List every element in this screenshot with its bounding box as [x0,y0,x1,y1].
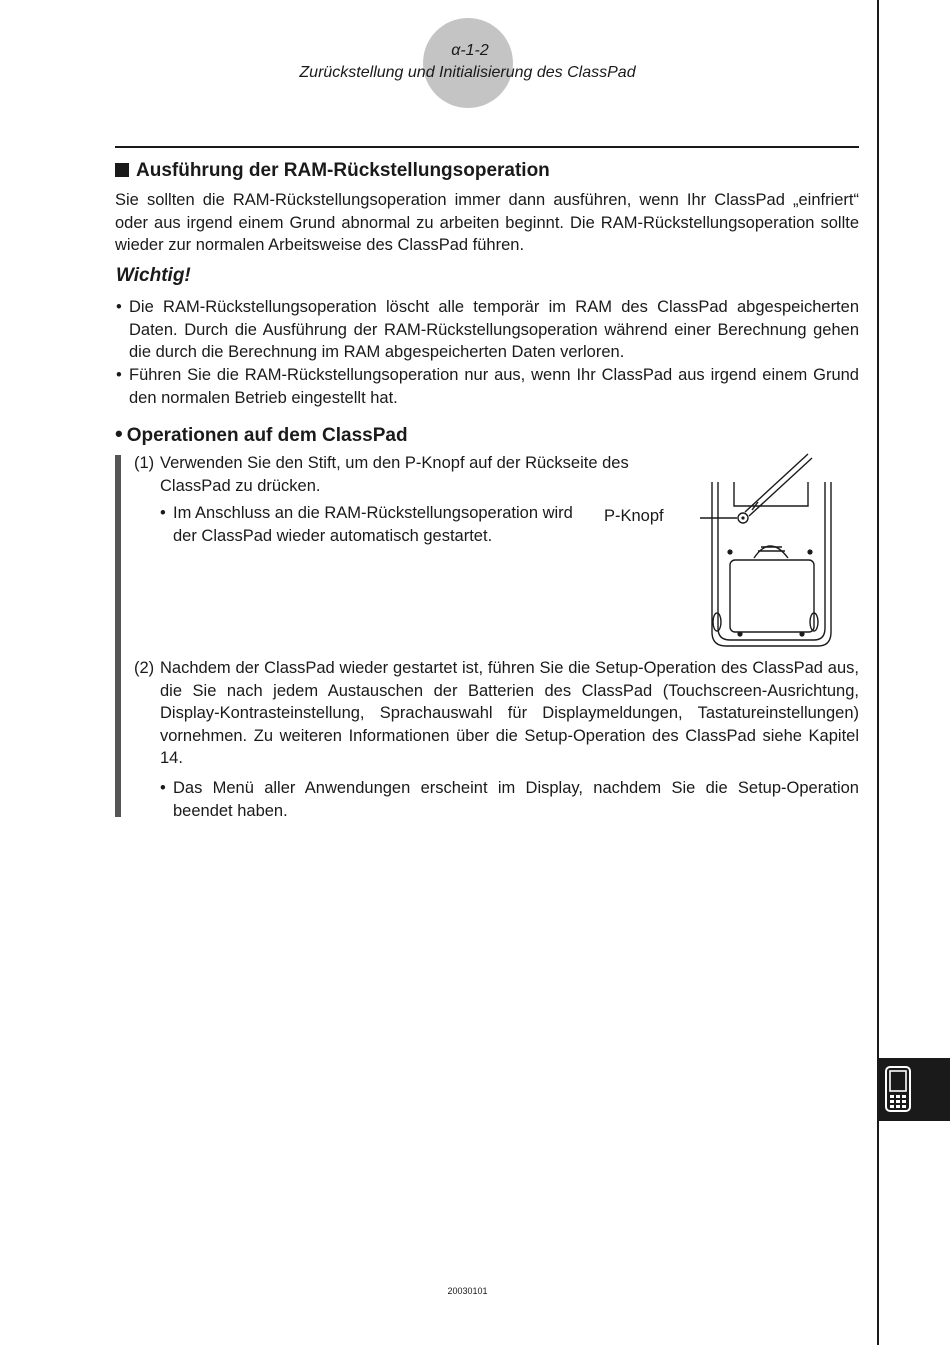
step-2-note: • Das Menü aller Anwendungen erscheint im Display, nachdem Sie die Setup-Operation beendet haben. [160,779,859,820]
operations-heading: • Operationen auf dem ClassPad [115,421,408,446]
header-circle [423,18,513,108]
step-1: (1) Verwenden Sie den Stift, um den P-Knopf auf der Rückseite des ClassPad zu drücken. [134,454,629,495]
step-2: (2) Nachdem der ClassPad wieder gestartet ist, führen Sie die Setup-Operation des ClassPad aus, die Sie nach jedem Austauschen der Batterien des ClassPad (Touchscreen-Ausrichtung, Display-Kontrasteinstellung, Sprachauswahl für Displaymeldungen, Tastatureinstellungen) vornehmen. Zu weiteren Informationen über die Setup-Operation des ClassPad siehe Kapitel 14. [134,659,859,767]
square-bullet-icon [115,163,129,177]
page-number: α-1-2 [451,42,489,59]
classpad-calculator-icon [885,1066,911,1112]
important-title: Wichtig! [116,265,191,286]
section-heading: Ausführung der RAM-Rückstellungsoperation [115,160,550,182]
page-edge-rule [877,0,879,1345]
section-intro: Sie sollten die RAM-Rückstellungsoperation immer dann ausführen, wenn Ihr ClassPad „einfriert“ oder aus irgend einem Grund abnormal zu arbeiten beginnt. Die RAM-Rückstellungsoperation sollte wieder zur normalen Arbeitsweise des ClassPad führen. [115,191,859,254]
header-rule [115,146,859,148]
p-knopf-label: P-Knopf [604,507,664,525]
important-bullet: • Die RAM-Rückstellungsoperation löscht alle temporär im RAM des ClassPad abgespeicherten Daten. Durch die Ausführung der RAM-Rückstellungsoperation während einer Berechnung gehen die durch die Berechnung im RAM abgespeicherten Daten verloren. [116,298,859,361]
chapter-title: Zurückstellung und Initialisierung des ClassPad [299,64,636,81]
important-bullet: • Führen Sie die RAM-Rückstellungsoperation nur aus, wenn Ihr ClassPad aus irgend einem Grund den normalen Betrieb eingestellt hat. [116,366,859,407]
step-1-note: • Im Anschluss an die RAM-Rückstellungsoperation wird der ClassPad wieder automatisch gestartet. [160,504,573,545]
footer-code: 20030101 [447,1286,488,1296]
classpad-back-p-button-illustration [700,452,840,652]
chapter-tab [879,1058,950,1121]
steps-side-bar [115,455,121,817]
